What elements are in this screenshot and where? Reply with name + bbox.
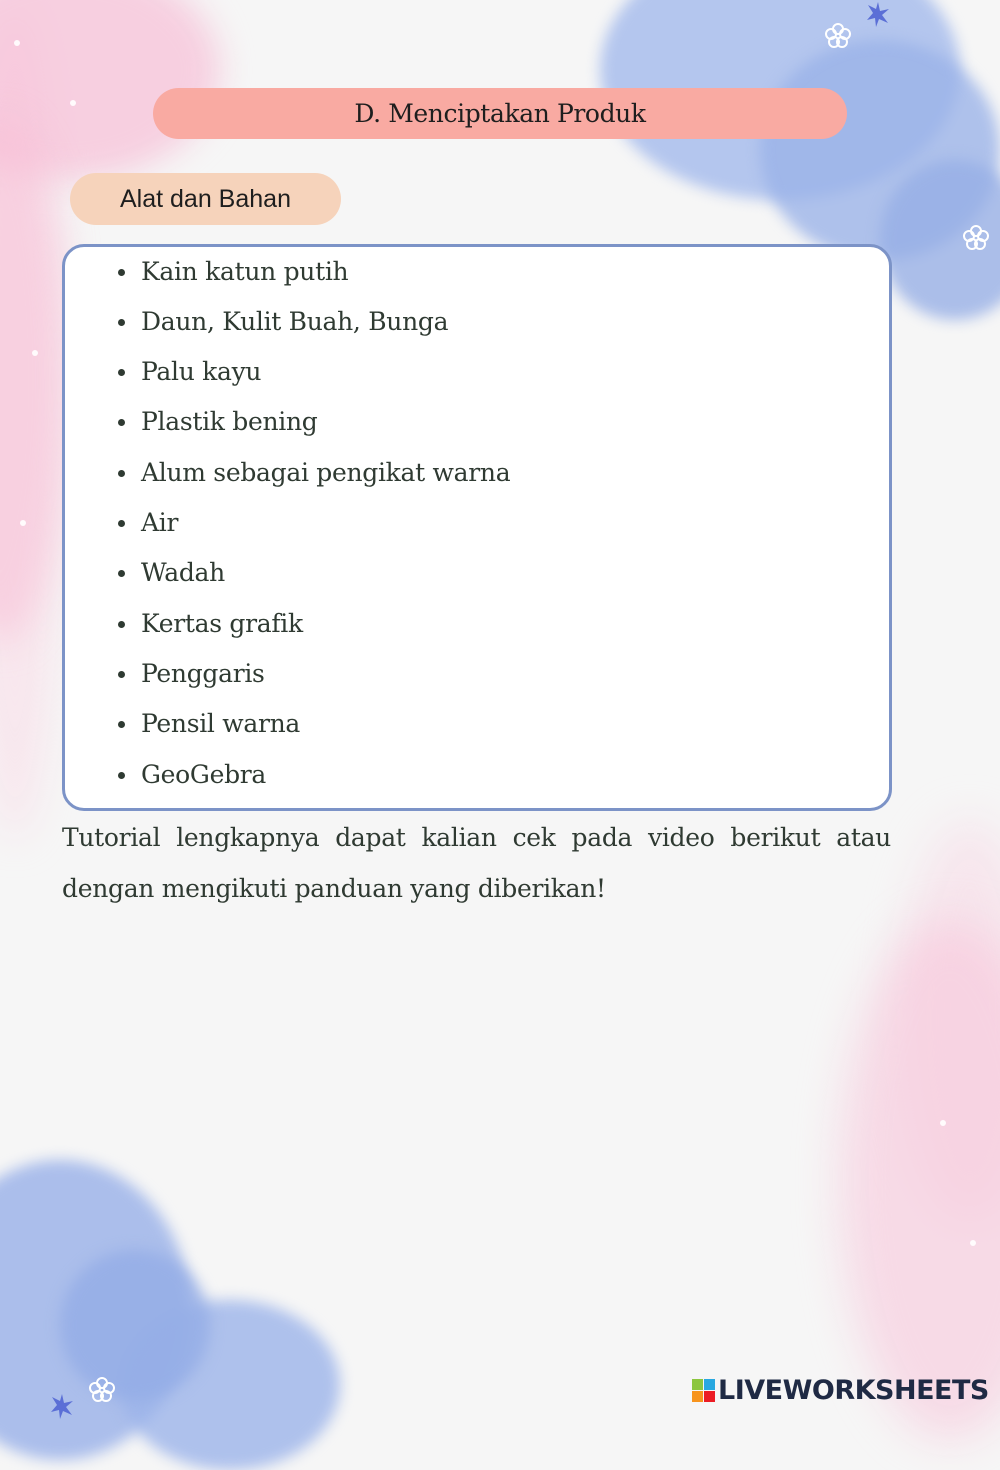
decorative-dot <box>20 520 26 526</box>
list-item <box>141 302 448 342</box>
decorative-blue-watercolor <box>60 1250 210 1400</box>
bullet-icon <box>118 269 125 276</box>
bullet-icon <box>118 419 125 426</box>
section-title: D. Menciptakan Produk <box>153 88 847 139</box>
list-item-label: Palu kayu <box>141 357 262 386</box>
decorative-dot <box>14 40 20 46</box>
decorative-dot <box>970 1240 976 1246</box>
list-item-label: Alum sebagai pengikat warna <box>141 458 511 487</box>
decorative-pink-watercolor <box>0 120 70 640</box>
list-item-label: GeoGebra <box>141 760 267 789</box>
list-item <box>141 604 303 644</box>
flower-icon <box>88 1376 116 1404</box>
bullet-icon <box>118 520 125 527</box>
list-item <box>141 453 510 493</box>
bullet-icon <box>118 570 125 577</box>
flower-icon <box>962 224 990 252</box>
bullet-icon <box>118 671 125 678</box>
list-item <box>141 654 265 694</box>
bullet-icon <box>118 721 125 728</box>
bullet-icon <box>118 621 125 628</box>
materials-list-box <box>62 244 892 811</box>
decorative-pink-watercolor <box>840 920 1000 1440</box>
decorative-dot <box>32 350 38 356</box>
subsection-title: Alat dan Bahan <box>70 173 341 225</box>
list-item <box>141 704 300 744</box>
list-item-label: Kertas grafik <box>141 609 303 638</box>
star-flower-icon <box>48 1392 76 1420</box>
list-item <box>141 755 266 795</box>
list-item <box>141 553 225 593</box>
list-item-label: Daun, Kulit Buah, Bunga <box>141 307 449 336</box>
tutorial-paragraph: Tutorial lengkapnya dapat kalian cek pada video berikut atau dengan mengikuti panduan yang diberikan! <box>62 823 891 903</box>
list-item-label: Kain katun putih <box>141 257 349 286</box>
list-item-label: Penggaris <box>141 659 265 688</box>
list-item-label: Pensil warna <box>141 709 301 738</box>
list-item <box>141 352 261 392</box>
bullet-icon <box>118 369 125 376</box>
liveworksheets-logo-icon <box>692 1379 715 1402</box>
decorative-dot <box>940 1120 946 1126</box>
decorative-dot <box>70 100 76 106</box>
liveworksheets-logo <box>692 1374 989 1406</box>
bullet-icon <box>118 319 125 326</box>
list-item-label: Plastik bening <box>141 407 318 436</box>
list-item <box>141 402 318 442</box>
bullet-icon <box>118 470 125 477</box>
star-flower-icon <box>864 0 892 28</box>
list-item-label: Wadah <box>141 558 225 587</box>
logo-text: LIVEWORKSHEETS <box>718 1374 989 1406</box>
flower-icon <box>824 22 852 50</box>
list-item-label: Air <box>141 508 179 537</box>
list-item <box>141 503 178 543</box>
bullet-icon <box>118 772 125 779</box>
list-item <box>141 252 348 292</box>
